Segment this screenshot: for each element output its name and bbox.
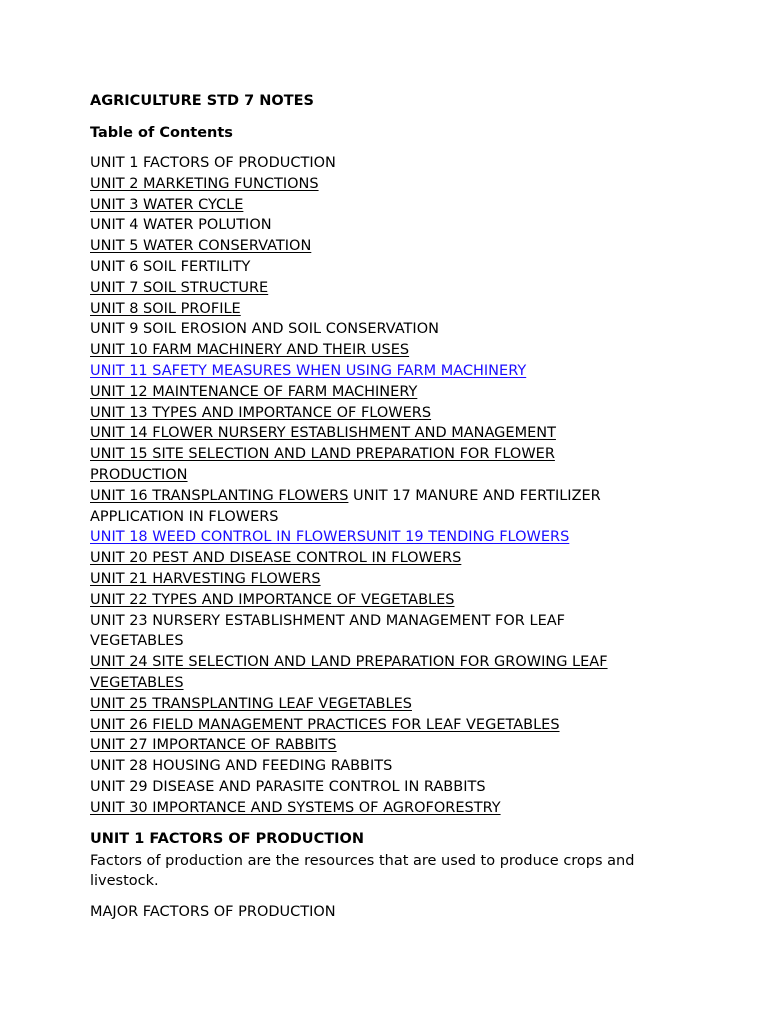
toc-entry-link[interactable]: PRODUCTION bbox=[90, 466, 188, 483]
toc-entry-hyperlink[interactable]: UNIT 11 SAFETY MEASURES WHEN USING FARM MACHINERY bbox=[90, 362, 527, 379]
toc-line bbox=[90, 340, 678, 361]
toc-line bbox=[90, 403, 678, 424]
toc-line bbox=[90, 361, 678, 382]
toc-line bbox=[90, 631, 678, 652]
toc-entry-link[interactable]: UNIT 2 MARKETING FUNCTIONS bbox=[90, 175, 319, 192]
toc-line bbox=[90, 673, 678, 694]
toc-line bbox=[90, 611, 678, 632]
toc-line bbox=[90, 507, 678, 528]
toc-entry-text: UNIT 6 SOIL FERTILITY bbox=[90, 258, 251, 275]
toc-line bbox=[90, 257, 678, 278]
toc-entry-link[interactable]: UNIT 25 TRANSPLANTING LEAF VEGETABLES bbox=[90, 695, 412, 712]
toc-entry-text: UNIT 4 WATER POLUTION bbox=[90, 217, 272, 234]
toc-entry-text: VEGETABLES bbox=[90, 633, 184, 650]
toc-entry-text: UNIT 29 DISEASE AND PARASITE CONTROL IN RABBITS bbox=[90, 778, 486, 795]
toc-line bbox=[90, 777, 678, 798]
toc-entry-link[interactable]: UNIT 20 PEST AND DISEASE CONTROL IN FLOWERS bbox=[90, 550, 462, 567]
toc-entry-link[interactable]: UNIT 27 IMPORTANCE OF RABBITS bbox=[90, 737, 337, 754]
toc-line bbox=[90, 715, 678, 736]
toc-line bbox=[90, 215, 678, 236]
section-paragraph: Factors of production are the resources that are used to produce crops and livestock. bbox=[90, 852, 635, 890]
toc-line bbox=[90, 444, 678, 465]
toc-line bbox=[90, 652, 678, 673]
toc-heading: Table of Contents bbox=[90, 125, 233, 141]
toc-entry-link[interactable]: UNIT 22 TYPES AND IMPORTANCE OF VEGETABLES bbox=[90, 591, 455, 608]
toc-entry-link[interactable]: UNIT 3 WATER CYCLE bbox=[90, 196, 244, 213]
toc-line bbox=[90, 236, 678, 257]
toc-line bbox=[90, 527, 678, 548]
toc-entry-link[interactable]: UNIT 16 TRANSPLANTING FLOWERS bbox=[90, 487, 349, 504]
toc-entry-link[interactable]: UNIT 21 HARVESTING FLOWERS bbox=[90, 570, 321, 587]
toc-entry-hyperlink[interactable]: UNIT 18 WEED CONTROL IN FLOWERSUNIT 19 TENDING FLOWERS bbox=[90, 529, 570, 546]
document-title: AGRICULTURE STD 7 NOTES bbox=[90, 93, 314, 109]
toc-entry-text: UNIT 23 NURSERY ESTABLISHMENT AND MANAGEMENT FOR LEAF bbox=[90, 612, 565, 629]
toc-line bbox=[90, 319, 678, 340]
toc-line bbox=[90, 486, 678, 507]
toc-entry-link[interactable]: VEGETABLES bbox=[90, 674, 184, 691]
toc-entry-text: UNIT 9 SOIL EROSION AND SOIL CONSERVATION bbox=[90, 321, 439, 338]
toc-entry-text: UNIT 1 FACTORS OF PRODUCTION bbox=[90, 155, 336, 171]
toc-entry-link[interactable]: UNIT 26 FIELD MANAGEMENT PRACTICES FOR LEAF VEGETABLES bbox=[90, 716, 560, 733]
toc-entry-text: UNIT 17 MANURE AND FERTILIZER bbox=[348, 487, 601, 504]
toc-line bbox=[90, 798, 678, 819]
toc-entry-link[interactable]: UNIT 13 TYPES AND IMPORTANCE OF FLOWERS bbox=[90, 404, 432, 421]
toc-entry-link[interactable]: UNIT 10 FARM MACHINERY AND THEIR USES bbox=[90, 342, 410, 359]
toc-line bbox=[90, 195, 678, 216]
toc-entry-link[interactable]: UNIT 24 SITE SELECTION AND LAND PREPARATION FOR GROWING LEAF bbox=[90, 654, 608, 671]
toc-line bbox=[90, 735, 678, 756]
toc-line bbox=[90, 153, 678, 174]
toc-line bbox=[90, 278, 678, 299]
toc-line bbox=[90, 694, 678, 715]
section-heading: UNIT 1 FACTORS OF PRODUCTION bbox=[90, 830, 364, 847]
toc-entry-link[interactable]: UNIT 15 SITE SELECTION AND LAND PREPARATION FOR FLOWER bbox=[90, 446, 555, 463]
toc-line bbox=[90, 423, 678, 444]
toc-line bbox=[90, 590, 678, 611]
toc-line bbox=[90, 382, 678, 403]
toc-line bbox=[90, 569, 678, 590]
toc-entry-link[interactable]: UNIT 5 WATER CONSERVATION bbox=[90, 238, 312, 255]
section-subheading: MAJOR FACTORS OF PRODUCTION bbox=[90, 904, 336, 921]
table-of-contents bbox=[90, 153, 678, 819]
toc-entry-link[interactable]: UNIT 30 IMPORTANCE AND SYSTEMS OF AGROFORESTRY bbox=[90, 799, 501, 816]
toc-line bbox=[90, 174, 678, 195]
toc-line bbox=[90, 756, 678, 777]
toc-entry-link[interactable]: UNIT 8 SOIL PROFILE bbox=[90, 300, 241, 317]
toc-entry-link[interactable]: UNIT 12 MAINTENANCE OF FARM MACHINERY bbox=[90, 383, 418, 400]
toc-entry-text: UNIT 28 HOUSING AND FEEDING RABBITS bbox=[90, 758, 393, 775]
toc-entry-link[interactable]: UNIT 7 SOIL STRUCTURE bbox=[90, 279, 269, 296]
toc-line bbox=[90, 299, 678, 320]
toc-line bbox=[90, 465, 678, 486]
toc-line bbox=[90, 548, 678, 569]
toc-entry-link[interactable]: UNIT 14 FLOWER NURSERY ESTABLISHMENT AND MANAGEMENT bbox=[90, 425, 556, 442]
toc-entry-text: APPLICATION IN FLOWERS bbox=[90, 508, 279, 525]
